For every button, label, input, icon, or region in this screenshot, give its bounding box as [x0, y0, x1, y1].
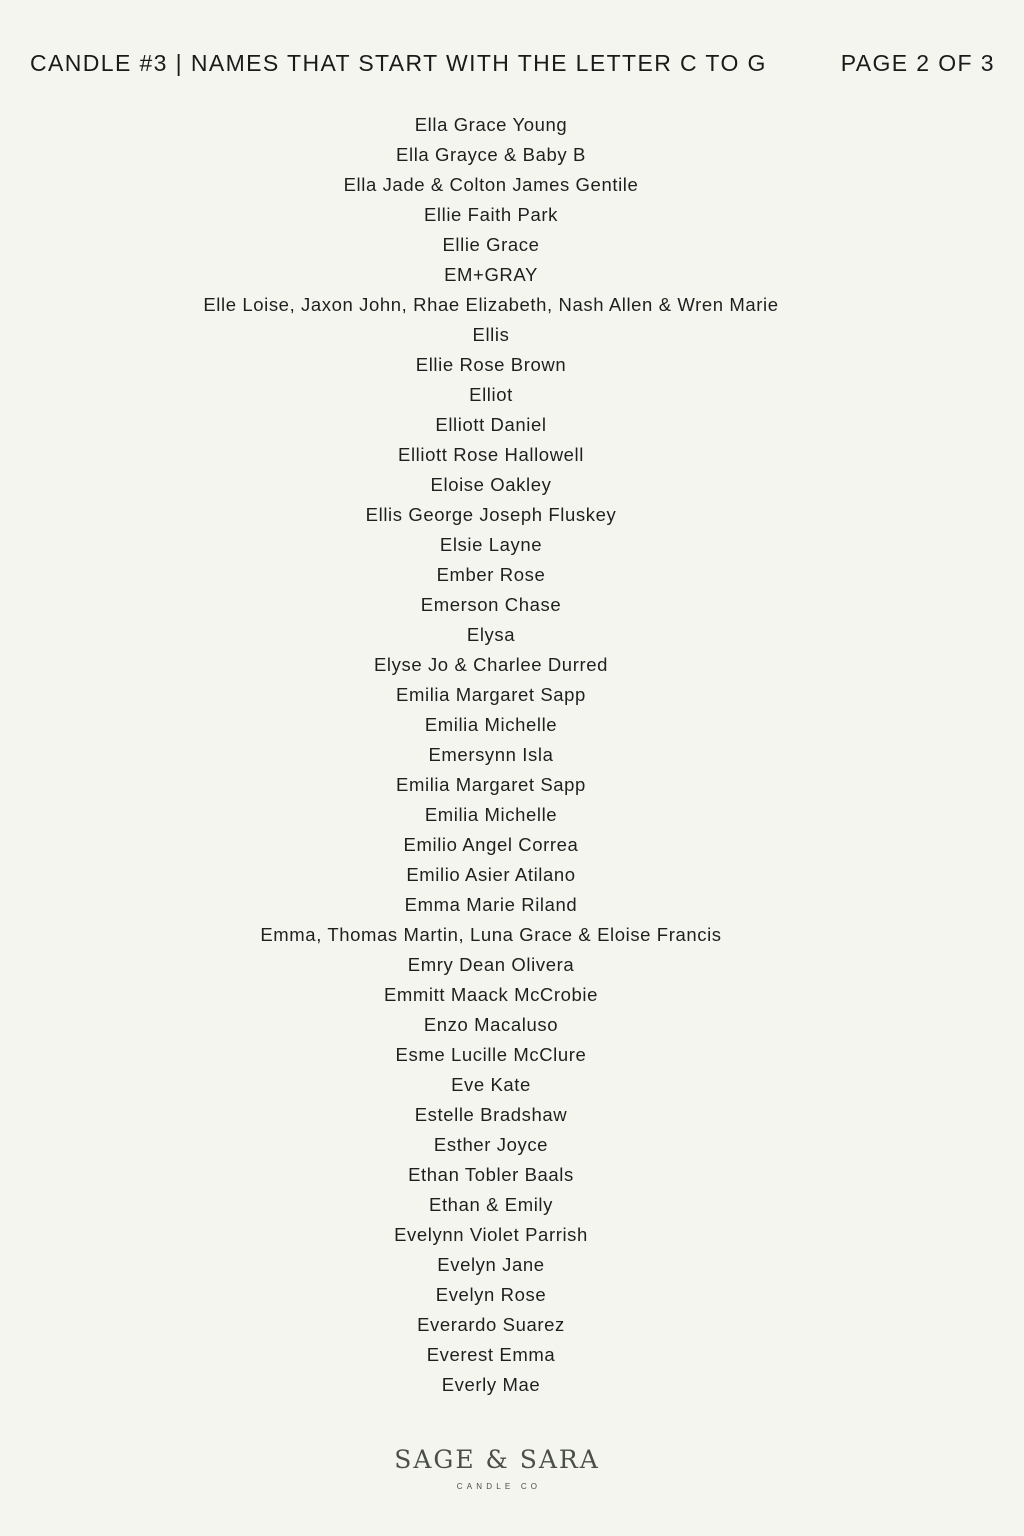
- list-item: Ellie Faith Park: [423, 204, 558, 225]
- list-item: Ember Rose: [436, 564, 546, 585]
- list-item: Eve Kate: [451, 1074, 531, 1095]
- list-item: Emerson Chase: [420, 594, 562, 615]
- list-item: Elliot: [469, 384, 513, 405]
- list-item: Emry Dean Olivera: [407, 954, 575, 975]
- list-item: Emilia Michelle: [424, 714, 558, 735]
- list-item: Everest Emma: [426, 1344, 556, 1365]
- list-item: Emilia Margaret Sapp: [396, 774, 586, 795]
- list-item: Elle Loise, Jaxon John, Rhae Elizabeth, Nash Allen & Wren Marie: [203, 294, 779, 315]
- list-item: Evelyn Rose: [435, 1284, 547, 1305]
- list-item: Emilia Michelle: [424, 804, 558, 825]
- list-item: Ethan & Emily: [429, 1194, 553, 1215]
- brand-tagline: CANDLE CO: [456, 1482, 542, 1491]
- list-item: Everly Mae: [441, 1374, 541, 1395]
- list-item: Emilia Margaret Sapp: [396, 684, 586, 705]
- list-item: Emmitt Maack McCrobie: [383, 984, 599, 1005]
- list-item: Emilio Asier Atilano: [406, 864, 576, 885]
- list-item: Everardo Suarez: [417, 1314, 565, 1335]
- list-item: Elsie Layne: [439, 534, 543, 555]
- brand-logo: [0, 1444, 994, 1494]
- list-item: Esme Lucille McClure: [395, 1044, 587, 1065]
- list-item: Emma Marie Riland: [404, 894, 578, 915]
- list-item: Ellis George Joseph Fluskey: [365, 504, 617, 525]
- list-item: Eloise Oakley: [430, 474, 552, 495]
- list-item: Ella Grayce & Baby B: [396, 144, 586, 165]
- list-item: Evelynn Violet Parrish: [394, 1224, 588, 1245]
- list-item: Elyse Jo & Charlee Durred: [373, 654, 608, 675]
- list-item: Ella Grace Young: [414, 114, 568, 135]
- names-list: [0, 110, 982, 1400]
- list-item: Emersynn Isla: [428, 744, 554, 765]
- list-item: EM+GRAY: [444, 264, 538, 285]
- brand-name: SAGE & SARA: [394, 1445, 600, 1474]
- list-item: Esther Joyce: [433, 1134, 549, 1155]
- list-item: Ellis: [472, 324, 510, 345]
- list-item: Ellie Rose Brown: [415, 354, 567, 375]
- page-header: [30, 50, 995, 77]
- list-item: Elliott Rose Hallowell: [398, 444, 584, 465]
- list-item: Evelyn Jane: [437, 1254, 545, 1275]
- list-item: Elliott Daniel: [435, 414, 547, 435]
- list-item: Ellie Grace: [442, 234, 540, 255]
- list-item: Emilio Angel Correa: [403, 834, 579, 855]
- page-title: CANDLE #3 | NAMES THAT START WITH THE LETTER C TO G: [30, 50, 767, 76]
- list-item: Enzo Macaluso: [423, 1014, 559, 1035]
- list-item: Estelle Bradshaw: [414, 1104, 568, 1125]
- list-item: Emma, Thomas Martin, Luna Grace & Eloise Francis: [260, 924, 722, 945]
- list-item: Ella Jade & Colton James Gentile: [343, 174, 639, 195]
- list-item: Elysa: [466, 624, 516, 645]
- page-number: PAGE 2 OF 3: [840, 50, 995, 76]
- list-item: Ethan Tobler Baals: [408, 1164, 574, 1185]
